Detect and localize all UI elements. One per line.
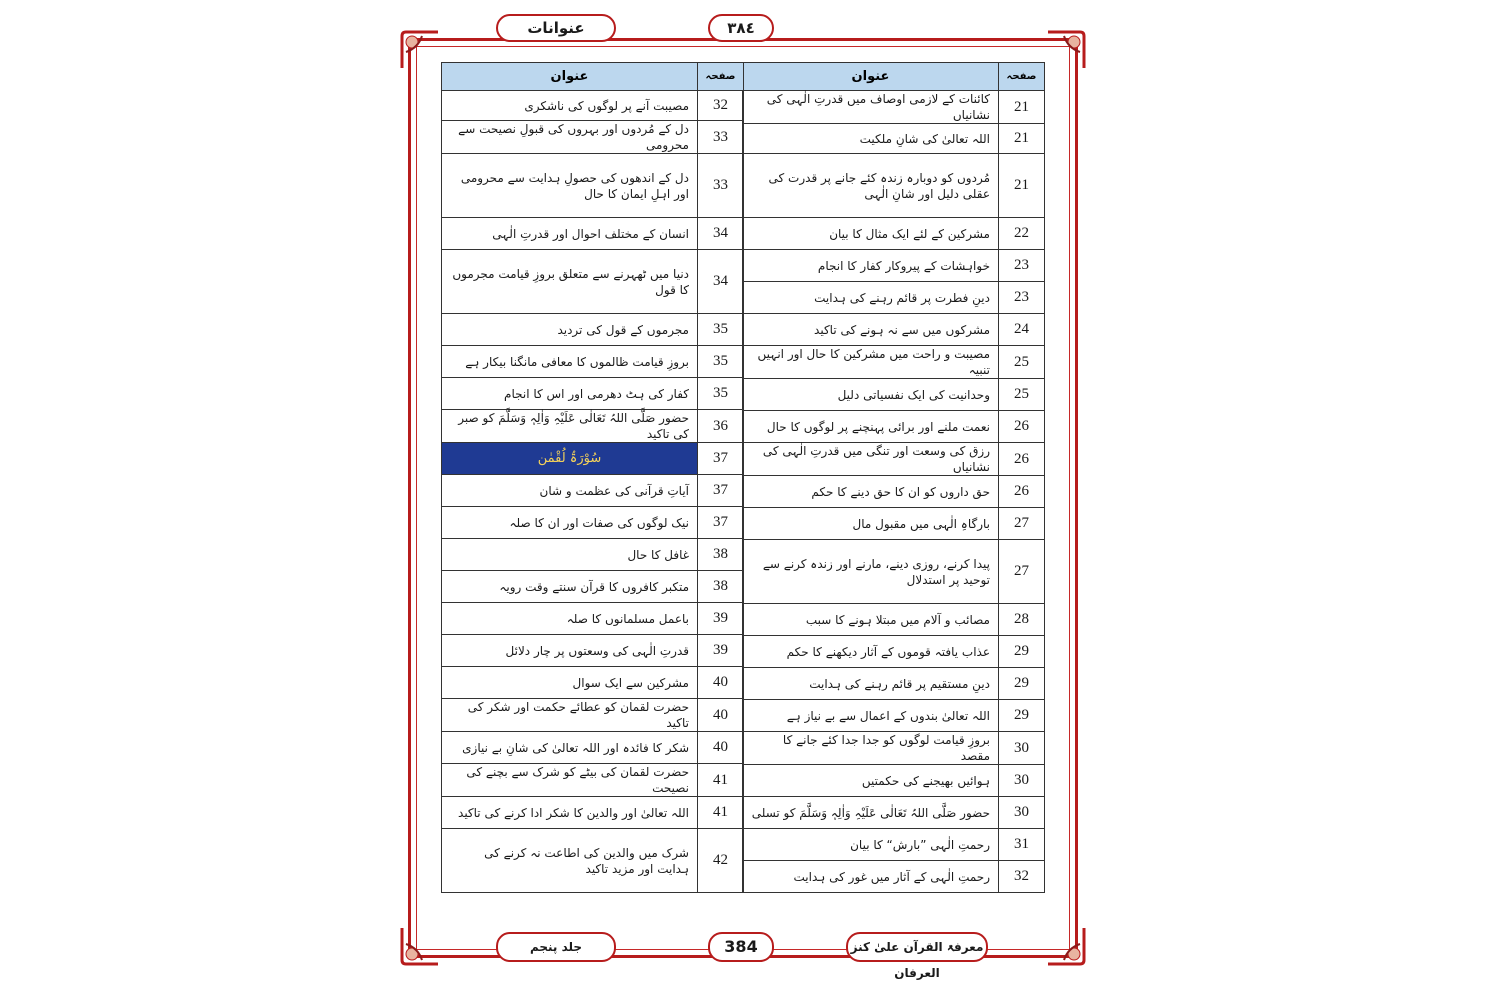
toc-entry-title: انسان کے مختلف احوال اور قدرتِ الٰہی <box>442 218 698 250</box>
toc-entry-title: اللہ تعالیٰ اور والدین کا شکر ادا کرنے کی تاکید <box>442 797 698 829</box>
toc-entry-page: 25 <box>999 346 1045 379</box>
toc-entry-title: عذاب یافتہ قوموں کے آثار دیکھنے کا حکم <box>743 636 999 668</box>
toc-row <box>743 508 1045 540</box>
toc-entry-page: 39 <box>698 635 744 667</box>
toc-entry-title: قدرتِ الٰہی کی وسعتوں پر چار دلائل <box>442 635 698 667</box>
toc-entry-title: رحمتِ الٰہی کے آثار میں غور کی ہدایت <box>743 861 999 893</box>
toc-entry-title: مصیبت و راحت میں مشرکین کا حال اور انہیں تنبیہ <box>743 346 999 379</box>
ornament-corner-icon <box>398 28 442 72</box>
toc-row <box>442 539 744 571</box>
toc-row <box>743 604 1045 636</box>
toc-entry-title: شرک میں والدین کی اطاعت نہ کرنے کی ہدایت اور مزید تاکید <box>442 829 698 893</box>
toc-row <box>442 699 744 732</box>
toc-row <box>442 829 744 893</box>
toc-entry-title: مشرکوں میں سے نہ ہونے کی تاکید <box>743 314 999 346</box>
page-number-bottom: 384 <box>708 932 774 962</box>
toc-entry-title: دنیا میں ٹھہرنے سے متعلق بروزِ قیامت مجرموں کا قول <box>442 250 698 314</box>
toc-row <box>442 635 744 667</box>
toc-entry-page: 30 <box>999 797 1045 829</box>
toc-entry-page: 25 <box>999 379 1045 411</box>
column-header-title: عنوان <box>442 63 698 91</box>
toc-row <box>743 91 1045 124</box>
toc-entry-page: 37 <box>698 475 744 507</box>
toc-entry-title: بروزِ قیامت ظالموں کا معافی مانگنا بیکار ہے <box>442 346 698 378</box>
toc-entry-page: 39 <box>698 603 744 635</box>
toc-row <box>743 411 1045 443</box>
toc-entry-title: باعمل مسلمانوں کا صلہ <box>442 603 698 635</box>
toc-entry-title: دینِ فطرت پر قائم رہنے کی ہدایت <box>743 282 999 314</box>
page-number-top: ۳۸٤ <box>708 14 774 42</box>
toc-entry-page: 27 <box>999 540 1045 604</box>
toc-entry-title: حضور صَلَّی اللہُ تَعَالٰی عَلَیْہِ وَاٰلِہٖ وَسَلَّمَ کو صبر کی تاکید <box>442 410 698 443</box>
toc-row <box>743 250 1045 282</box>
toc-row <box>442 218 744 250</box>
toc-entry-title: متکبر کافروں کا قرآن سنتے وقت رویہ <box>442 571 698 603</box>
toc-entry-title: مشرکین سے ایک سوال <box>442 667 698 699</box>
toc-row <box>743 668 1045 700</box>
toc-entry-title: بروزِ قیامت لوگوں کو جدا جدا کئے جانے کا مقصد <box>743 732 999 765</box>
toc-row <box>442 571 744 603</box>
toc-entry-page: 30 <box>999 732 1045 765</box>
toc-entry-page: 30 <box>999 765 1045 797</box>
toc-row <box>442 314 744 346</box>
toc-body-right <box>743 91 1045 893</box>
toc-entry-page: 40 <box>698 667 744 699</box>
toc-entry-page: 41 <box>698 797 744 829</box>
toc-entry-title: وحدانیت کی ایک نفسیاتی دلیل <box>743 379 999 411</box>
toc-entry-page: 28 <box>999 604 1045 636</box>
toc-row <box>743 861 1045 893</box>
toc-row <box>442 154 744 218</box>
toc-body-left <box>442 91 744 893</box>
toc-entry-title: رحمتِ الٰہی ”بارش“ کا بیان <box>743 829 999 861</box>
toc-entry-page: 38 <box>698 571 744 603</box>
toc-entry-page: 32 <box>999 861 1045 893</box>
toc-entry-title: پیدا کرنے، روزی دینے، مارنے اور زندہ کرنے سے توحید پر استدلال <box>743 540 999 604</box>
toc-entry-page: 21 <box>999 124 1045 154</box>
toc-entry-title: اللہ تعالیٰ کی شانِ ملکیت <box>743 124 999 154</box>
toc-entry-page: 23 <box>999 250 1045 282</box>
toc-entry-title: دل کے اندھوں کی حصولِ ہدایت سے محرومی اور اہلِ ایمان کا حال <box>442 154 698 218</box>
toc-entry-title: خواہشات کے پیروکار کفار کا انجام <box>743 250 999 282</box>
toc-row <box>442 121 744 154</box>
toc-row <box>743 765 1045 797</box>
toc-row <box>743 476 1045 508</box>
toc-entry-title: غافل کا حال <box>442 539 698 571</box>
toc-entry-title: مصائب و آلام میں مبتلا ہونے کا سبب <box>743 604 999 636</box>
ornament-corner-icon <box>1044 924 1088 968</box>
column-header-title: عنوان <box>743 63 999 91</box>
toc-entry-title: ہوائیں بھیجنے کی حکمتیں <box>743 765 999 797</box>
toc-entry-page: 37 <box>698 443 744 475</box>
column-header-page: صفحہ <box>999 63 1045 91</box>
toc-entry-page: 35 <box>698 346 744 378</box>
toc-entry-page: 38 <box>698 539 744 571</box>
toc-entry-page: 37 <box>698 507 744 539</box>
toc-entry-title: رزق کی وسعت اور تنگی میں قدرتِ الٰہی کی نشانیاں <box>743 443 999 476</box>
toc-entry-title: مصیبت آنے پر لوگوں کی ناشکری <box>442 91 698 121</box>
column-header-page: صفحہ <box>698 63 744 91</box>
toc-entry-page: 29 <box>999 636 1045 668</box>
toc-entry-page: 26 <box>999 476 1045 508</box>
toc-row <box>442 475 744 507</box>
toc-entry-title: مشرکین کے لئے ایک مثال کا بیان <box>743 218 999 250</box>
toc-row <box>743 732 1045 765</box>
toc-entry-page: 42 <box>698 829 744 893</box>
toc-row <box>442 91 744 121</box>
toc-entry-title: نیک لوگوں کی صفات اور ان کا صلہ <box>442 507 698 539</box>
toc-entry-page: 33 <box>698 121 744 154</box>
ornament-corner-icon <box>398 924 442 968</box>
toc-entry-title: دینِ مستقیم پر قائم رہنے کی ہدایت <box>743 668 999 700</box>
toc-entry-title: حضرت لقمان کو عطائے حکمت اور شکر کی تاکید <box>442 699 698 732</box>
toc-entry-page: 34 <box>698 218 744 250</box>
toc-entry-page: 35 <box>698 314 744 346</box>
toc-table-right <box>742 62 1045 893</box>
toc-entry-page: 29 <box>999 668 1045 700</box>
toc-entry-page: 21 <box>999 91 1045 124</box>
volume-label: جلد پنجم <box>496 932 616 962</box>
toc-entry-page: 22 <box>999 218 1045 250</box>
toc-entry-page: 29 <box>999 700 1045 732</box>
toc-entry-title: کفار کی ہٹ دھرمی اور اس کا انجام <box>442 378 698 410</box>
toc-row <box>743 636 1045 668</box>
toc-row <box>743 797 1045 829</box>
toc-entry-title: حضور صَلَّی اللہُ تَعَالٰی عَلَیْہِ وَاٰلِہٖ وَسَلَّمَ کو تسلی <box>743 797 999 829</box>
toc-entry-title: نعمت ملنے اور برائی پہنچنے پر لوگوں کا حال <box>743 411 999 443</box>
toc-entry-page: 32 <box>698 91 744 121</box>
toc-entry-title: حق داروں کو ان کا حق دینے کا حکم <box>743 476 999 508</box>
toc-row <box>442 797 744 829</box>
toc-row <box>442 764 744 797</box>
toc-row <box>743 443 1045 476</box>
toc-row <box>442 410 744 443</box>
toc-entry-title: بارگاہِ الٰہی میں مقبول مال <box>743 508 999 540</box>
toc-row <box>442 507 744 539</box>
toc-row <box>743 282 1045 314</box>
toc-row <box>743 314 1045 346</box>
toc-entry-title: شکر کا فائدہ اور اللہ تعالیٰ کی شانِ بے نیازی <box>442 732 698 764</box>
toc-row <box>442 250 744 314</box>
toc-entry-page: 21 <box>999 154 1045 218</box>
toc-entry-page: 23 <box>999 282 1045 314</box>
toc-entry-title: کائنات کے لازمی اوصاف میں قدرتِ الٰہی کی نشانیاں <box>743 91 999 124</box>
toc-entry-title: حضرت لقمان کی بیٹے کو شرک سے بچنے کی نصیحت <box>442 764 698 797</box>
toc-entry-title: مُردوں کو دوبارہ زندہ کئے جانے پر قدرت کی عقلی دلیل اور شانِ الٰہی <box>743 154 999 218</box>
toc-row <box>743 829 1045 861</box>
toc-row <box>442 443 744 475</box>
toc-entry-page: 40 <box>698 699 744 732</box>
toc-entry-title: مجرموں کے قول کی تردید <box>442 314 698 346</box>
toc-entry-page: 34 <box>698 250 744 314</box>
toc-entry-page: 36 <box>698 410 744 443</box>
toc-row <box>743 218 1045 250</box>
toc-row <box>743 154 1045 218</box>
toc-entry-page: 41 <box>698 764 744 797</box>
toc-row <box>442 732 744 764</box>
toc-entry-title: سُوْرَۃُ لُقْمٰن <box>442 443 698 475</box>
toc-row <box>743 124 1045 154</box>
book-logo: معرفۃ القرآن علیٰ کنز العرفان <box>846 932 988 962</box>
toc-entry-page: 26 <box>999 443 1045 476</box>
toc-table-left <box>441 62 744 893</box>
toc-entry-page: 26 <box>999 411 1045 443</box>
toc-entry-page: 33 <box>698 154 744 218</box>
book-page <box>398 14 1088 980</box>
toc-entry-page: 40 <box>698 732 744 764</box>
toc-row <box>743 700 1045 732</box>
toc-row <box>743 379 1045 411</box>
toc-entry-title: دل کے مُردوں اور بہروں کی قبولِ نصیحت سے محرومی <box>442 121 698 154</box>
section-title: عنوانات <box>496 14 616 42</box>
toc-row <box>442 603 744 635</box>
toc-entry-page: 24 <box>999 314 1045 346</box>
toc-row <box>442 667 744 699</box>
toc-entry-title: آیاتِ قرآنی کی عظمت و شان <box>442 475 698 507</box>
toc-row <box>743 540 1045 604</box>
toc-entry-page: 35 <box>698 378 744 410</box>
toc-entry-title: اللہ تعالیٰ بندوں کے اعمال سے بے نیاز ہے <box>743 700 999 732</box>
toc-entry-page: 31 <box>999 829 1045 861</box>
toc-row <box>743 346 1045 379</box>
toc-row <box>442 346 744 378</box>
toc-row <box>442 378 744 410</box>
toc-entry-page: 27 <box>999 508 1045 540</box>
ornament-corner-icon <box>1044 28 1088 72</box>
